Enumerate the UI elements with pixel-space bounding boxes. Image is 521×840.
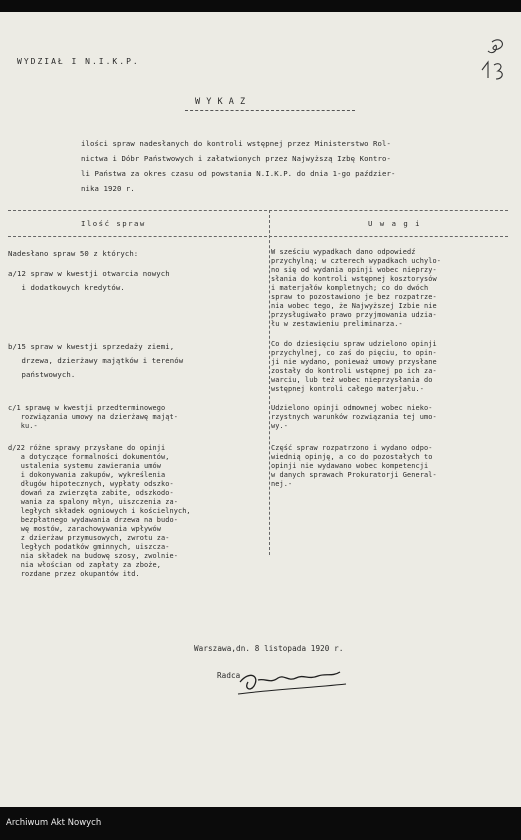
table-top-rule (8, 210, 508, 211)
column-header-remarks: U w a g i (368, 219, 422, 228)
handwritten-page-number (470, 32, 515, 87)
title-underline (185, 110, 355, 111)
case-group-c: c/1 sprawę w kwestji przedterminowego rozwiązania umowy na dzierżawę mająt- ku.- (8, 404, 178, 430)
archive-footer: Archiwum Akt Nowych (0, 807, 521, 840)
case-group-b: b/15 spraw w kwestji sprzedaży ziemi, drzewa, dzierżawy majątków i terenów państwowych. (8, 342, 184, 379)
document-page (0, 12, 521, 807)
remark-b: Co do dziesięciu spraw udzielono opinji przychylnej, co zaś do pięciu, to opin- ji nie wydano, ponieważ umowy przysłane zostały do kontroli wstępnej po ich za- warciu, lub też wobec nieprzysłania do wstępnej kontroli całego materjału.- (271, 340, 437, 393)
signer-label: Radca (217, 671, 241, 680)
department-heading: WYDZIAŁ I N.I.K.P. (17, 57, 140, 66)
case-group-a: a/12 spraw w kwestji otwarcia nowych i dodatkowych kredytów. (8, 269, 170, 292)
table-header-rule (8, 236, 508, 237)
remark-d: Część spraw rozpatrzono i wydano odpo- wiednią opinję, a co do pozostałych to opinji nie wydawano wobec kompetencji w danych sprawach Prokuratorji General- nej.- (271, 444, 437, 488)
remark-a: W sześciu wypadkach dano odpowiedź przychylną; w czterech wypadkach uchylo- no się od wydania opinji wobec nieprzy- słania do kontroli wstępnej kosztorysów i materjałów kompletnych; co do dwóch spraw to pozostawiono je bez rozpatrze- nia wobec tego, że Najwyższej Izbie nie przysługiwało prawo przyjmowania udzia- łu w zestawieniu preliminarza.- (271, 248, 441, 328)
document-title: W Y K A Z (195, 97, 246, 107)
remark-c: Udzielono opinji odmownej wobec nieko- rzystnych warunków rozwiązania tej umo- wy.- (271, 404, 437, 430)
table-column-divider (269, 210, 270, 555)
handwritten-signature (232, 660, 352, 700)
case-group-d: d/22 różne sprawy przysłane do opinji a dotyczące formalności dokumentów, ustalenia systemu zawierania umów i dokonywania zakupów, wykreślenia długów hipotecznych, wypłaty odszko- dowań za zwierzęta zabite, odszkodo- wania za spalony młyn, uiszczenia za- ległych składek ogniowych i kościelnych, bezpłatnego wydawania drzewa na budo- wę mostów, zarachowywania wpływów z dzierżaw przymusowych, zwrotu za- ległych podatków gminnych, uiszcza- nia składek na budowę szosy, zwolnie- nia włościan od zapłaty za zboże, rozdane przez okupantów itd. (8, 444, 191, 578)
column-header-count: Ilość spraw (81, 219, 146, 228)
document-date: Warszawa,dn. 8 listopada 1920 r. (194, 644, 344, 653)
intro-paragraph: ilości spraw nadesłanych do kontroli wstępnej przez Ministerstwo Rol- nictwa i Dóbr Państwowych i załatwionych przez Najwyższą Izbę Kontro- li Państwa za okres czasu od powstania N.I.K.P. do dnia 1-go paździer- nika 1920 r. (81, 139, 396, 193)
cases-total: Nadesłano spraw 50 z których: (8, 249, 139, 258)
